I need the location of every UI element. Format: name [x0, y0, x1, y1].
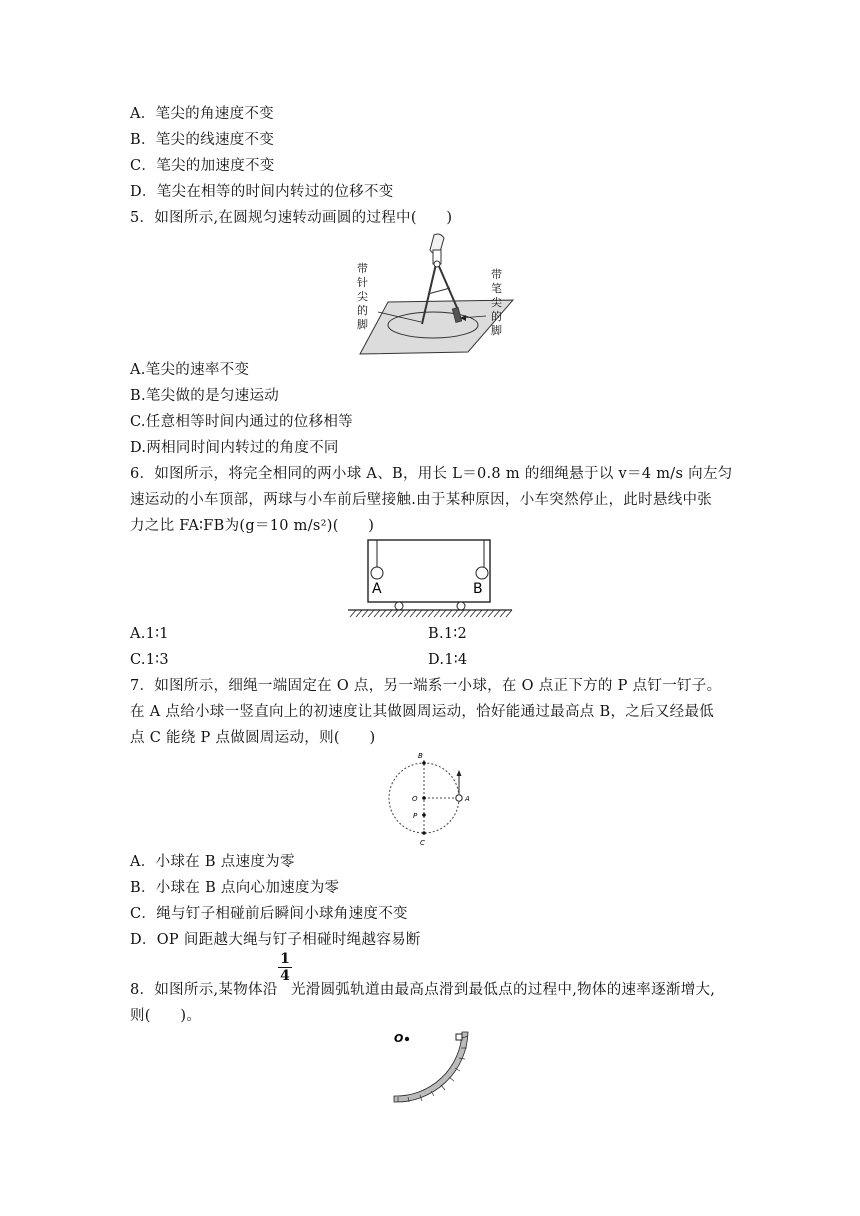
- q6-stem-line-2: 速运动的小车顶部，两球与小车前后壁接触.由于某种原因，小车突然停止，此时悬线中张: [130, 492, 713, 508]
- q7-option-a: A．小球在 B 点速度为零: [130, 854, 295, 870]
- q4-option-b: B．笔尖的线速度不变: [130, 132, 275, 148]
- arc-track-figure: [386, 1024, 476, 1108]
- q6-stem-line-1: 6．如图所示，将完全相同的两小球 A、B，用长 L＝0.8 m 的细绳悬于以 v＝4 m/s 向左匀: [130, 466, 733, 482]
- compass-figure: [348, 232, 518, 357]
- q7-stem-line-1: 7．如图所示，细绳一端固定在 O 点，另一端系一小球，在 O 点正下方的 P 点钉一钉子。: [130, 678, 722, 694]
- q4-option-a: A．笔尖的角速度不变: [130, 106, 274, 122]
- q5-stem: 5．如图所示,在圆规匀速转动画圆的过程中( ): [130, 210, 453, 226]
- q8-stem-part-1: 8．如图所示,某物体沿: [130, 982, 278, 998]
- q8-stem-line-2: 则( )。: [130, 1008, 202, 1024]
- label-p: P: [413, 812, 418, 820]
- q6-option-c: C.1∶3: [130, 652, 169, 668]
- quarter-fraction: [278, 952, 292, 983]
- compass-right-label: 带 笔 尖 的 脚: [491, 268, 502, 337]
- q7-option-c: C．绳与钉子相碰前后瞬间小球角速度不变: [130, 906, 408, 922]
- label-a: A: [465, 795, 470, 803]
- q8-stem-part-2: 光滑圆弧轨道由最高点滑到最低点的过程中,物体的速率逐渐增大,: [291, 982, 716, 998]
- circle-figure: [380, 748, 480, 850]
- q7-stem-line-3: 点 C 能绕 P 点做圆周运动，则( ): [130, 730, 376, 746]
- q7-option-b: B．小球在 B 点向心加速度为零: [130, 880, 340, 896]
- q6-stem-line-3: 力之比 FA∶FB为(g＝10 m/s²)( ): [130, 518, 375, 534]
- q4-option-c: C．笔尖的加速度不变: [130, 158, 275, 174]
- q5-option-d: D.两相同时间内转过的角度不同: [130, 440, 339, 456]
- compass-left-label: 带 针 尖 的 脚: [357, 262, 368, 331]
- q6-option-a: A.1∶1: [130, 626, 169, 642]
- label-b: B: [418, 752, 423, 760]
- q5-option-a: A.笔尖的速率不变: [130, 362, 250, 378]
- label-o: O: [412, 795, 418, 803]
- cart-figure: [346, 536, 514, 620]
- q4-option-d: D．笔尖在相等的时间内转过的位移不变: [130, 184, 394, 200]
- q6-option-b: B.1∶2: [428, 626, 467, 642]
- q7-stem-line-2: 在 A 点给小球一竖直向上的初速度让其做圆周运动，恰好能通过最高点 B，之后又经最低: [130, 704, 715, 720]
- q5-option-c: C.任意相等时间内通过的位移相等: [130, 414, 353, 430]
- label-c: C: [420, 839, 425, 847]
- ball-b-label: B: [473, 581, 483, 597]
- fraction-denominator: 4: [280, 968, 290, 984]
- ball-a-label: A: [372, 581, 382, 597]
- q7-option-d: D．OP 间距越大绳与钉子相碰时绳越容易断: [130, 932, 421, 948]
- q5-option-b: B.笔尖做的是匀速运动: [130, 388, 280, 404]
- fraction-numerator: 1: [280, 951, 290, 967]
- label-o: O: [394, 1032, 404, 1045]
- q6-option-d: D.1∶4: [428, 652, 468, 668]
